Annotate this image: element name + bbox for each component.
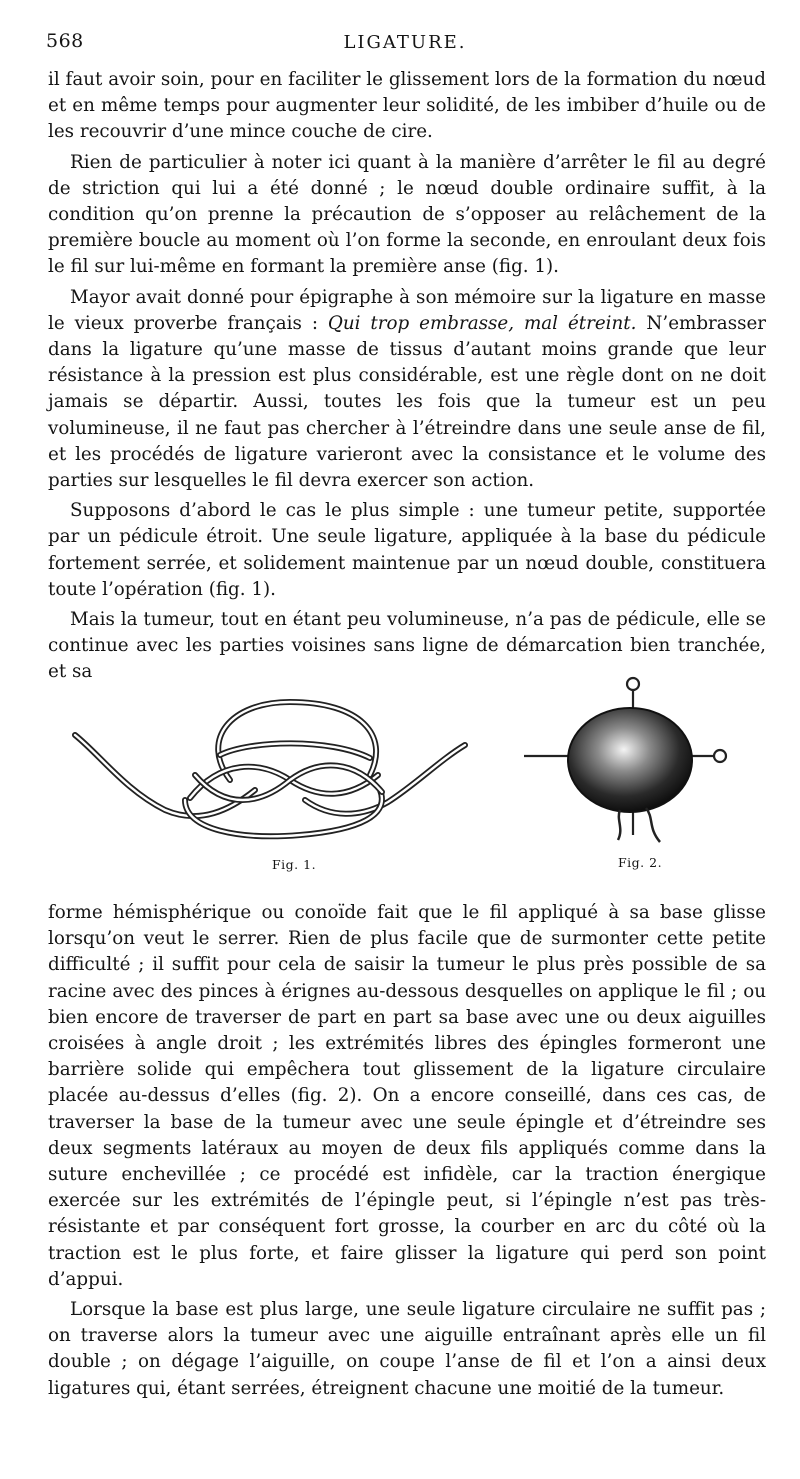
paragraph-text: Supposons d’abord le cas le plus simple : une tumeur petite, supportée par un pédicule étroit. Une seule ligature, appliquée à la base du pédicule fortement serrée, et solidement maintenue par un nœud double, constituera toute l’opération (fig. 1). — [48, 500, 766, 600]
page-number: 568 — [46, 30, 84, 52]
paragraph — [48, 150, 766, 281]
figure-1-double-knot — [70, 680, 490, 880]
pinned-tumor-illustration — [520, 670, 740, 850]
text-block-bottom — [48, 900, 766, 1402]
paragraph-text: forme hémisphérique ou conoïde fait que le fil appliqué à sa base glisse lorsqu’on veut le serrer. Rien de plus facile que de surmonter cette petite difficulté ; il suffit pour cela de saisir la tumeur le plus près possible de sa racine avec des pinces à érignes au-dessous desquelles on applique le fil ; ou bien encore de traverser de part en part sa base avec une ou deux aiguilles croisées à angle droit ; les extrémités libres des épingles formeront une barrière solide qui empêchera tout glissement de la ligature circulaire placée au-dessus d’elles (fig. 2). On a encore conseillé, dans ces cas, de traverser la base de la tumeur avec une seule épingle et d’étreindre ses deux segments latéraux au moyen de deux fils appliqués comme dans la suture enchevillée ; ce procédé est infidèle, car la traction énergique exercée sur les extrémités de l’épingle peut, si l’épingle n’est pas très-résistante et par conséquent fort grosse, la courber en arc du côté où la traction est le plus forte, et faire glisser la ligature qui perd son point d’appui. — [48, 902, 766, 1290]
paragraph — [48, 498, 766, 603]
paragraph-text: Mais la tumeur, tout en étant peu volumineuse, n’a pas de pédicule, elle se continue avec les parties voisines sans ligne de démarcation bien tranchée, et sa — [48, 609, 766, 683]
italic-quote: Qui trop embrasse, mal étreint. — [327, 312, 637, 334]
paragraph-text: Mayor avait donné pour épigraphe à son mémoire sur la ligature en masse le vieux proverbe français : — [48, 286, 766, 334]
text-block-top — [48, 67, 766, 686]
running-title: LIGATURE. — [343, 32, 467, 53]
double-knot-illustration — [70, 680, 490, 855]
paragraph-text: il faut avoir soin, pour en faciliter le glissement lors de la formation du nœud et en même temps pour augmenter leur solidité, de les imbiber d’huile ou de les recouvrir d’une mince couche de cire. — [48, 69, 766, 143]
figure-2-pinned-tumor — [520, 670, 740, 880]
paragraph — [48, 67, 766, 146]
paragraph-text: Lorsque la base est plus large, une seule ligature circulaire ne suffit pas ; on traverse alors la tumeur avec une aiguille entraînant après elle un fil double ; on dégage l’aiguille, on coupe l’anse de fil et l’on a ainsi deux ligatures qui, étant serrées, étreignent chacune une moitié de la tumeur. — [48, 1299, 766, 1399]
figure-1-caption: Fig. 1. — [272, 857, 317, 872]
paragraph — [48, 900, 766, 1293]
paragraph — [48, 285, 766, 495]
paragraph-text: N’embrasser dans la ligature qu’une masse de tissus d’autant moins grande que leur résistance à la pression est plus considérable, est une règle dont on ne doit jamais se départir. Aussi, toutes les fois que la tumeur est un peu volumineuse, il ne faut pas chercher à l’étreindre dans une seule anse de fil, et les procédés de ligature varieront avec la consistance et le volume des parties sur lesquelles le fil devra exercer son action. — [48, 312, 767, 492]
paragraph — [48, 1297, 766, 1402]
figure-2-caption: Fig. 2. — [618, 855, 663, 870]
paragraph-text: Rien de particulier à noter ici quant à la manière d’arrêter le fil au degré de striction qui lui a été donné ; le nœud double ordinaire suffit, à la condition qu’on prenne la précaution de s’opposer au relâchement de la première boucle au moment où l’on forme la seconde, en enroulant deux fois le fil sur lui-même en formant la première anse (fig. 1). — [48, 151, 766, 278]
